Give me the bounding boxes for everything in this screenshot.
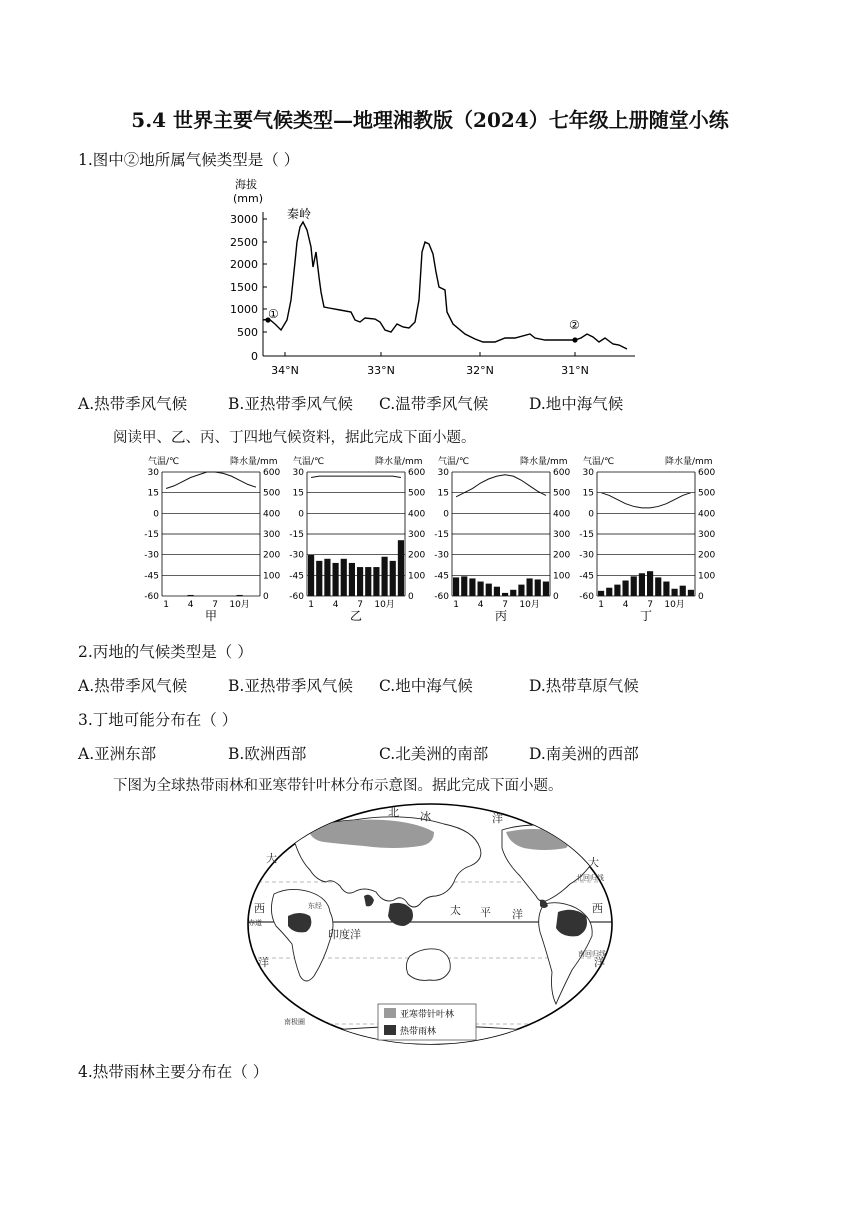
q2-option-c[interactable]: C.地中海气候 (379, 677, 473, 695)
precip-tick: 300 (263, 530, 281, 540)
profile-xtick: 33°N (367, 364, 395, 377)
question-1-stem: 1.图中②地所属气候类型是（ ） (78, 151, 300, 169)
month-tick: 4 (477, 600, 484, 610)
legend-boreal-label: 亚寒带针叶林 (400, 1010, 455, 1020)
map-label-ocean: 洋 (492, 812, 503, 825)
precip-bar (390, 561, 396, 596)
precip-bar (510, 590, 516, 596)
temp-unit-label: 气温/℃ (583, 457, 615, 467)
precip-unit-label: 降水量/mm (665, 457, 713, 467)
profile-ytick: 1500 (230, 281, 258, 294)
q3-option-d[interactable]: D.南美洲的西部 (529, 745, 639, 763)
precip-bar (614, 585, 620, 596)
chart-name: 甲 (204, 609, 218, 623)
precip-tick: 500 (698, 488, 716, 499)
temperature-line (456, 475, 546, 497)
profile-ytick: 500 (237, 326, 258, 339)
precip-bar (494, 587, 500, 596)
temp-tick: 0 (443, 509, 449, 520)
temp-tick: 30 (292, 468, 304, 478)
climate-chart-3 (434, 455, 570, 623)
temp-tick: -60 (579, 592, 594, 602)
question-2-stem: 2.丙地的气候类型是（ ） (78, 643, 253, 661)
precip-unit-label: 降水量/mm (375, 457, 423, 467)
precip-bar (606, 588, 612, 596)
precip-tick: 600 (698, 468, 716, 478)
climate-chart-1 (144, 455, 280, 623)
q1-option-c[interactable]: C.温带季风气候 (379, 395, 489, 413)
temp-tick: -15 (434, 530, 449, 540)
month-tick: 4 (332, 600, 339, 610)
precip-bar (341, 559, 347, 596)
point-2-marker (572, 337, 577, 342)
map-label-equator: 赤道 (248, 919, 262, 927)
precip-bar (478, 582, 484, 596)
precip-bar (486, 584, 492, 596)
month-tick: 10月 (519, 600, 540, 610)
temp-tick: -15 (289, 530, 304, 540)
precip-tick: 100 (408, 571, 426, 582)
precip-tick: 100 (553, 571, 571, 582)
precip-bar (647, 571, 653, 596)
month-tick: 10月 (374, 600, 395, 610)
q1-option-a[interactable]: A.热带季风气候 (78, 395, 188, 413)
map-label-xi: 西 (254, 902, 265, 915)
q3-option-a[interactable]: A.亚洲东部 (78, 745, 157, 763)
map-label-south-tropic: 南回归线 (578, 950, 606, 958)
precip-tick: 500 (408, 488, 426, 499)
qinling-label: 秦岭 (287, 207, 312, 221)
temp-tick: -45 (434, 571, 449, 582)
precip-tick: 600 (553, 468, 571, 478)
world-vegetation-map (244, 800, 616, 1048)
precip-unit-label: 降水量/mm (520, 457, 568, 467)
climate-charts (140, 452, 720, 632)
precip-bar (349, 563, 355, 596)
map-label-indian-ocean: 印度洋 (328, 928, 361, 941)
precip-bar (357, 567, 363, 596)
precip-bar (598, 591, 604, 596)
map-label-da-right: 大 (588, 856, 599, 869)
precip-tick: 0 (263, 592, 269, 602)
legend-rainforest-swatch (384, 1025, 396, 1035)
precip-tick: 200 (553, 550, 571, 561)
profile-ytick: 3000 (230, 213, 258, 226)
page-title: 5.4 世界主要气候类型—地理湘教版（2024）七年级上册随堂小练 (131, 108, 729, 132)
map-label-pacific-3: 洋 (512, 908, 523, 921)
elevation-profile-chart (225, 172, 645, 384)
temp-tick: -45 (289, 571, 304, 582)
temp-tick: -30 (579, 550, 594, 561)
precip-tick: 500 (553, 488, 571, 499)
precip-tick: 300 (553, 530, 571, 540)
temperature-line (311, 476, 401, 477)
map-label-east-longitude: 东经 (308, 902, 322, 910)
temp-unit-label: 气温/℃ (293, 457, 325, 467)
precip-tick: 200 (263, 550, 281, 561)
precip-bar (518, 585, 524, 596)
temp-tick: 0 (588, 509, 594, 520)
precip-bar (672, 589, 678, 596)
intro-map: 下图为全球热带雨林和亚寒带针叶林分布示意图。据此完成下面小题。 (113, 778, 563, 794)
map-label-ice: 冰 (420, 810, 431, 823)
precip-tick: 200 (408, 550, 426, 561)
precip-bar (469, 578, 475, 596)
precip-bar (398, 540, 404, 596)
precip-bar (324, 559, 330, 596)
precip-bar (623, 581, 629, 597)
chart-name: 乙 (349, 609, 363, 623)
temp-tick: -30 (144, 550, 159, 561)
month-tick: 7 (357, 600, 363, 610)
precip-tick: 0 (698, 592, 704, 602)
precip-bar (663, 582, 669, 596)
question-4-stem: 4.热带雨林主要分布在（ ） (78, 1063, 269, 1081)
precip-tick: 300 (408, 530, 426, 540)
q1-option-d[interactable]: D.地中海气候 (529, 395, 624, 413)
chart-name: 丙 (494, 609, 508, 623)
month-tick: 1 (598, 600, 604, 610)
temp-tick: -15 (144, 530, 159, 540)
precip-tick: 0 (553, 592, 559, 602)
precip-tick: 100 (263, 571, 281, 582)
precip-unit-label: 降水量/mm (230, 457, 278, 467)
precip-bar (237, 595, 243, 596)
q2-option-d[interactable]: D.热带草原气候 (529, 677, 639, 695)
temperature-line (601, 493, 691, 508)
precip-bar (527, 578, 533, 596)
profile-xtick: 34°N (271, 364, 299, 377)
precip-bar (188, 595, 194, 596)
question-3-stem: 3.丁地可能分布在（ ） (78, 711, 238, 729)
month-tick: 7 (647, 600, 653, 610)
precip-bar (535, 579, 541, 596)
temp-tick: 0 (298, 509, 304, 520)
precip-tick: 400 (553, 509, 571, 520)
temp-tick: -30 (434, 550, 449, 561)
profile-xtick: 31°N (561, 364, 589, 377)
precip-bar (453, 577, 459, 596)
precip-tick: 0 (408, 592, 414, 602)
precip-bar (655, 577, 661, 596)
temp-tick: -45 (144, 571, 159, 582)
profile-xtick: 32°N (466, 364, 494, 377)
precip-tick: 100 (698, 571, 716, 582)
month-tick: 7 (212, 600, 218, 610)
profile-ytick: 2000 (230, 258, 258, 271)
q3-option-b[interactable]: B.欧洲西部 (228, 745, 307, 763)
profile-ylabel-2: (mm) (233, 192, 264, 205)
q3-option-c[interactable]: C.北美洲的南部 (379, 745, 489, 763)
precip-bar (461, 576, 467, 596)
month-tick: 7 (502, 600, 508, 610)
month-tick: 4 (187, 600, 194, 610)
precip-bar (308, 555, 314, 596)
precip-bar (502, 593, 508, 596)
temp-tick: 30 (582, 468, 594, 478)
map-label-north: 北 (388, 806, 399, 819)
precip-bar (688, 590, 694, 596)
temp-tick: 15 (292, 488, 304, 499)
precip-tick: 400 (698, 509, 716, 520)
month-tick: 10月 (664, 600, 685, 610)
map-legend (378, 1004, 476, 1040)
month-tick: 1 (453, 600, 459, 610)
precip-bar (631, 576, 637, 596)
intro-climate-charts: 阅读甲、乙、丙、丁四地气候资料，据此完成下面小题。 (113, 430, 476, 446)
climate-chart-4 (579, 455, 715, 623)
precip-tick: 500 (263, 488, 281, 499)
temperature-line (166, 472, 256, 489)
month-tick: 4 (622, 600, 629, 610)
temp-tick: -15 (579, 530, 594, 540)
precip-bar (373, 567, 379, 596)
precip-tick: 400 (263, 509, 281, 520)
temp-tick: 30 (437, 468, 449, 478)
temp-tick: 15 (582, 488, 594, 499)
temp-tick: -60 (289, 592, 304, 602)
month-tick: 1 (308, 600, 314, 610)
temp-unit-label: 气温/℃ (148, 457, 180, 467)
precip-bar (316, 561, 322, 596)
legend-boreal-swatch (384, 1008, 396, 1018)
q2-option-a[interactable]: A.热带季风气候 (78, 677, 188, 695)
map-label-south-polar: 南极圈 (284, 1018, 305, 1026)
map-label-north-tropic: 北回归线 (576, 874, 604, 882)
month-tick: 10月 (229, 600, 250, 610)
q1-option-b[interactable]: B.亚热带季风气候 (228, 395, 353, 413)
precip-bar (639, 573, 645, 596)
temp-tick: 0 (153, 509, 159, 520)
australia (406, 949, 450, 981)
precip-bar (382, 557, 388, 596)
q2-option-b[interactable]: B.亚热带季风气候 (228, 677, 353, 695)
precip-bar (365, 567, 371, 596)
chart-name: 丁 (639, 609, 653, 623)
temp-tick: 30 (147, 468, 159, 478)
point-1-label: ① (268, 307, 279, 321)
point-2-label: ② (569, 318, 580, 332)
profile-ytick: 2500 (230, 236, 258, 249)
temp-tick: -60 (144, 592, 159, 602)
precip-tick: 200 (698, 550, 716, 561)
precip-tick: 300 (698, 530, 716, 540)
temp-tick: -45 (579, 571, 594, 582)
temp-unit-label: 气温/℃ (438, 457, 470, 467)
map-label-yang: 洋 (258, 956, 269, 969)
map-label-pacific-2: 平 (480, 906, 491, 919)
precip-bar (543, 582, 549, 596)
precip-bar (333, 563, 339, 596)
profile-ytick: 1000 (230, 303, 258, 316)
legend-rainforest-label: 热带雨林 (400, 1027, 437, 1037)
map-label-da: 大 (266, 852, 277, 865)
climate-chart-2 (289, 455, 425, 623)
temp-tick: -60 (434, 592, 449, 602)
profile-ytick: 0 (251, 350, 258, 363)
precip-tick: 600 (263, 468, 281, 478)
precip-tick: 400 (408, 509, 426, 520)
profile-ylabel-1: 海拔 (235, 178, 257, 191)
map-label-yang-right: 洋 (594, 956, 605, 969)
map-label-xi-right: 西 (592, 902, 603, 915)
map-label-pacific-1: 太 (450, 904, 461, 917)
precip-bar (680, 586, 686, 596)
temp-tick: -30 (289, 550, 304, 561)
temp-tick: 15 (147, 488, 159, 499)
precip-tick: 600 (408, 468, 426, 478)
month-tick: 1 (163, 600, 169, 610)
temp-tick: 15 (437, 488, 449, 499)
